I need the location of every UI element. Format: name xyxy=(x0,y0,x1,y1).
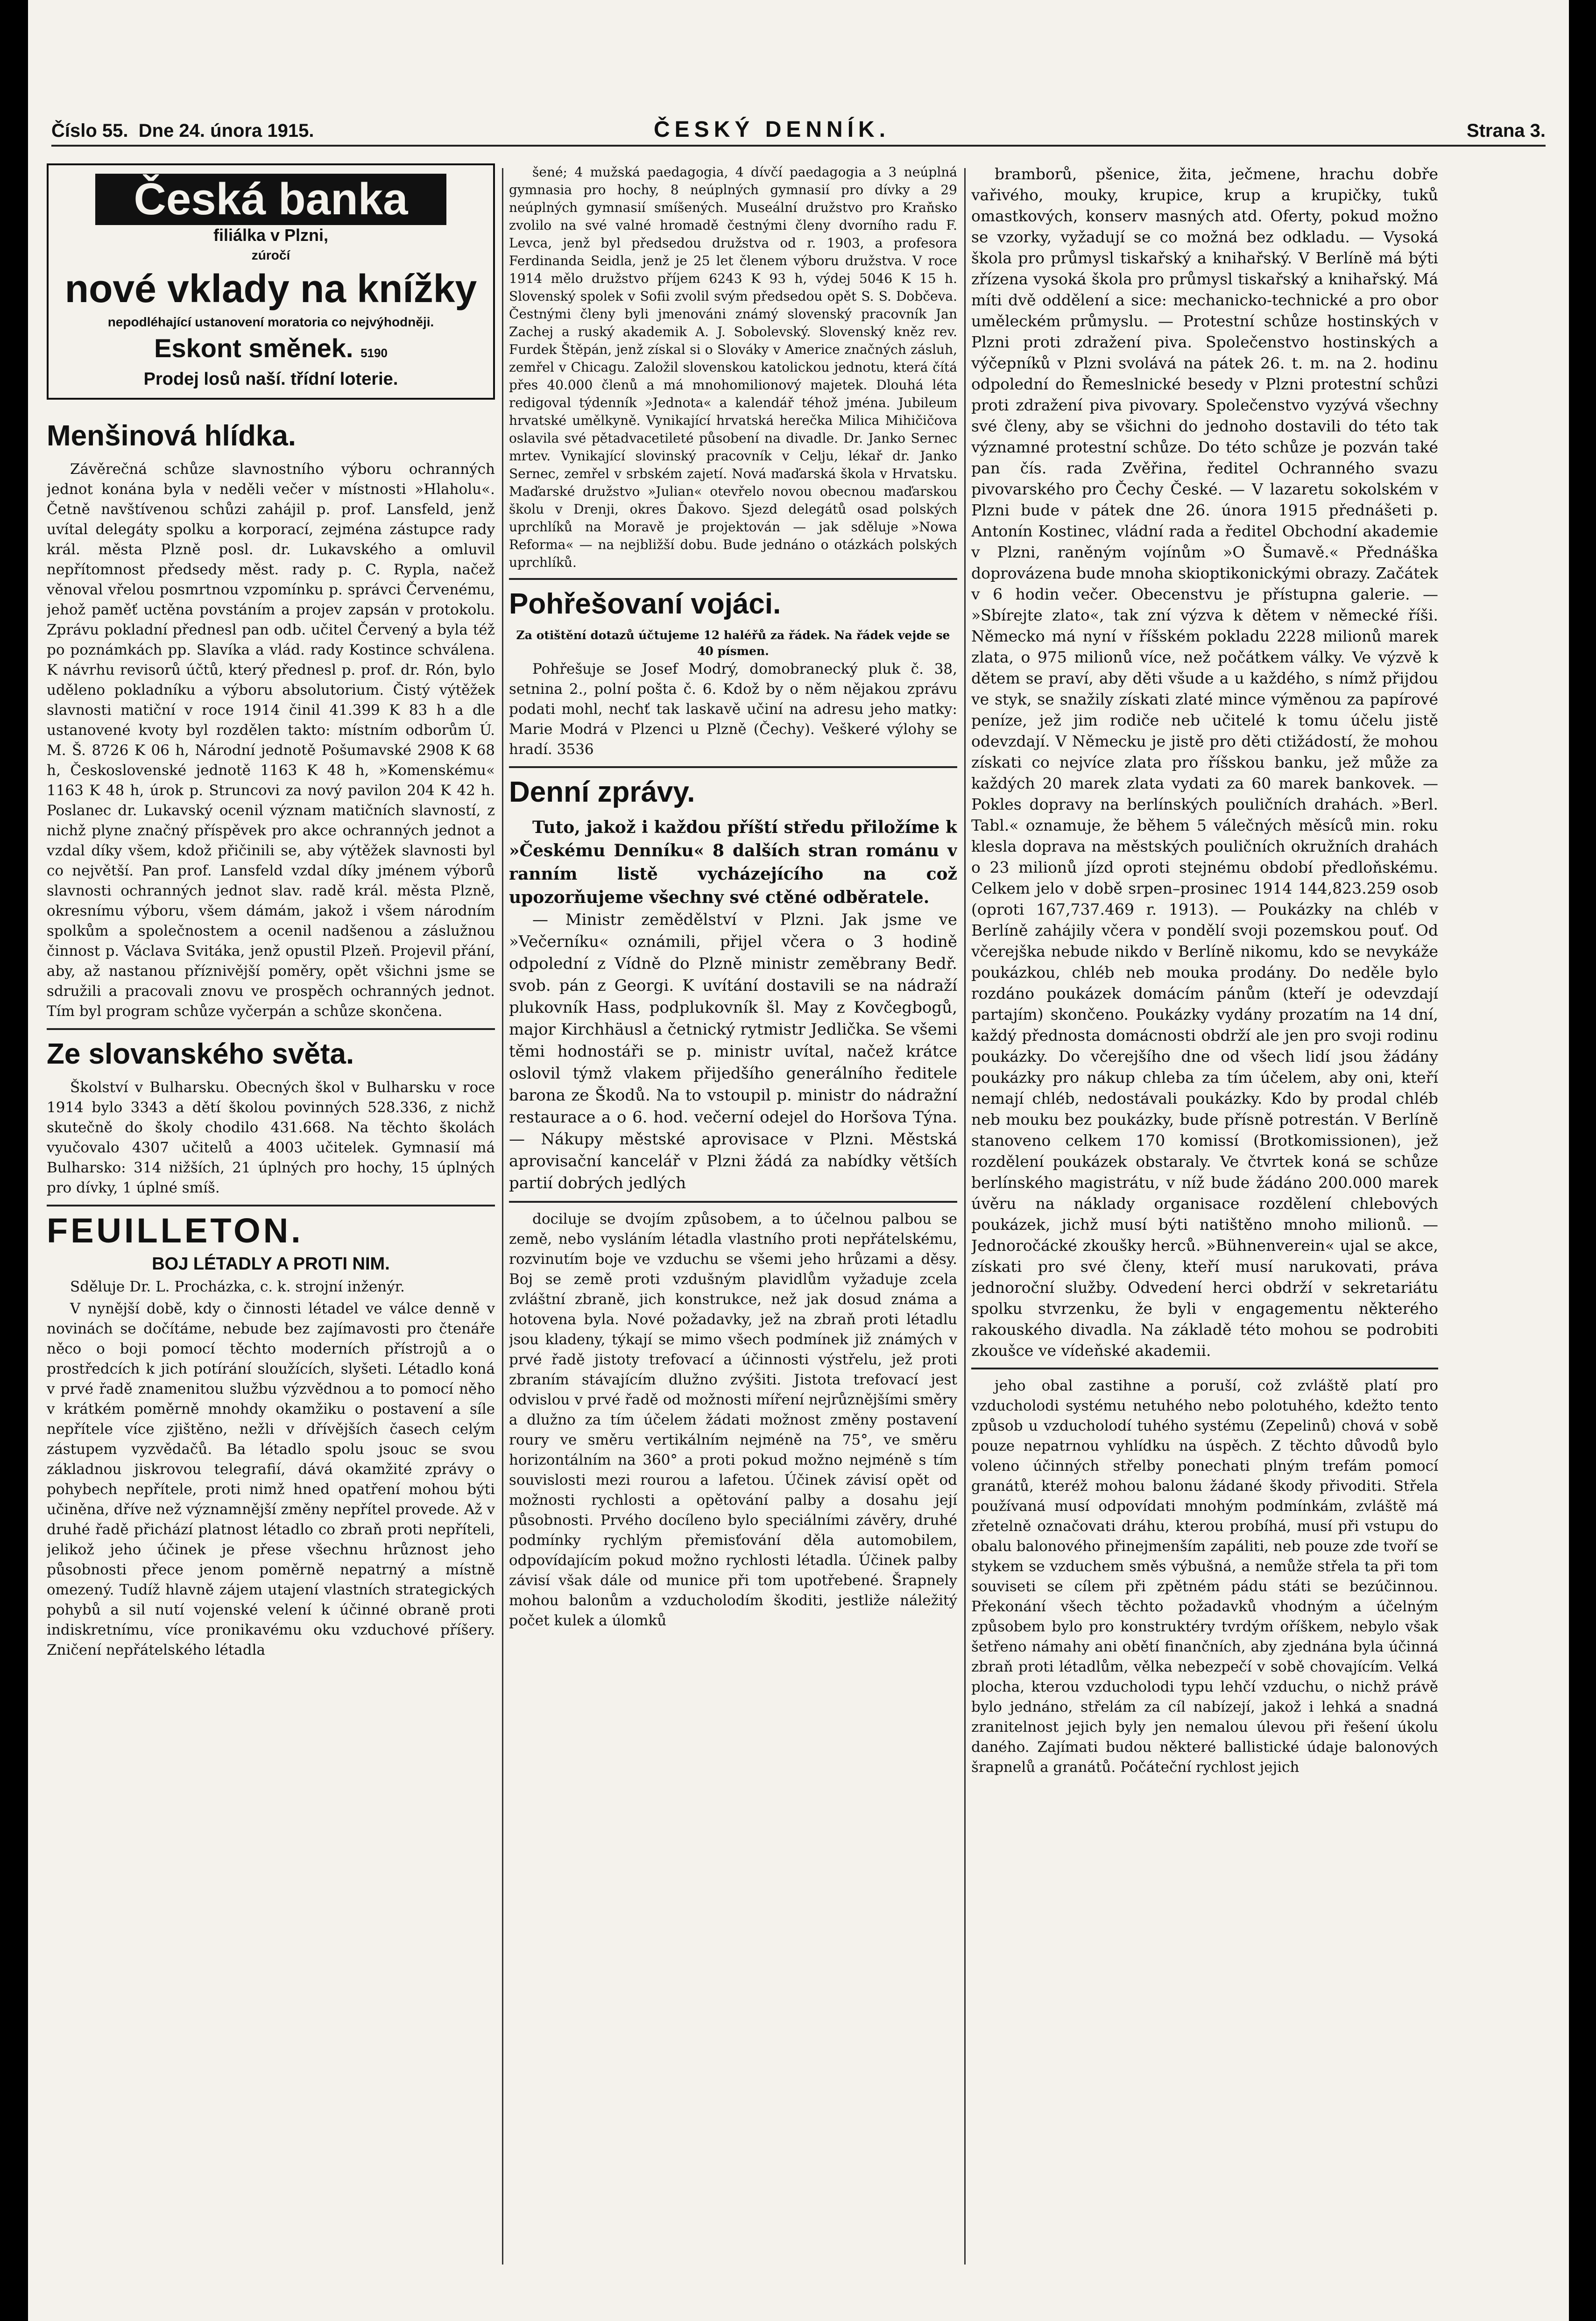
ad-lottery: Prodej losů naší. třídní loterie. xyxy=(143,369,398,389)
page-header xyxy=(51,117,1546,146)
feuilleton-heading: FEUILLETON. xyxy=(47,1211,304,1250)
column-1 xyxy=(47,163,495,2265)
issue-and-date xyxy=(51,120,314,141)
article-text: jeho obal zastihne a poruší, což zvláště platí pro vzducholodi systému netuhého nebo polotuhého, kdežto tento způsob u vzducholodí tuhého systému (Zepelinů) chová v sobě pouze nepatrnou vyhlídku na úspěch. Z těchto důvodů bylo voleno účinných střelby ponechati plným trefám pomocí granátů, kteréž mohou balonu žádané škody přivoditi. Střela používaná musí odpovídati mnohým podmínkám, zvláště má zřetelně označovati dráhu, kterou probíhá, musí při vstupu do obalu balonového přinejmenším zapáliti, neb pouze zde tvoří se stykem se vzduchem směs výbušná, a nemůže střela ta při tom souviseti se cílem při zpětném pádu státi se bezúčinnou. Překonání všech těchto požadavků vhodným a účelným způsobem bylo pro konstruktéry tvrdým oříškem, nebylo však šetřeno námahy ani obětí finančních, aby zjednána byla účinná zbraň proti létadlům, vělka nebezpečí v sobě chovajícím. Velká plocha, kterou vzducholodi typu lehčí vzduchu, o nichž právě bylo jednáno, střelám za cíl nabízejí, jakož i lehká a snadná zranitelnost jejich byly jen nemalou úlevou při řešení úkolu daného. Zajímati budou některé ballistické údaje balonových šrapnelů a granátů. Počáteční rychlost jejich xyxy=(971,1377,1438,1776)
section-rule xyxy=(509,578,957,580)
section-heading: Denní zprávy. xyxy=(509,776,695,808)
masthead-title: ČESKÝ DENNÍK. xyxy=(654,117,890,142)
ad-deposits: nové vklady na knížky xyxy=(64,267,477,310)
column-divider xyxy=(964,168,966,2265)
issue-number: Číslo 55. xyxy=(51,120,128,141)
page-number: Strana 3. xyxy=(1467,120,1546,141)
ad-discount-text: Eskont směnek. xyxy=(154,333,353,363)
section-heading: Ze slovanského světa. xyxy=(47,1038,354,1070)
feuilleton-title: BOJ LÉTADLY A PROTI NIM. xyxy=(152,1254,390,1274)
section-rule xyxy=(47,1205,495,1206)
article-text: Závěrečná schůze slavnostního výboru ochranných jednot konána byla v neděli večer v místnosti »Hlaholu«. Četně navštívenou schůzi zahájil p. prof. Lansfeld, jenž uvítal delegáty spolku a korporací, zejména zástupce rady král. města Plzně posl. dr. Lukavského a omluvil nepřítomnost předsedy měst. rady p. C. Rypla, načež věnoval vřelou posmrtnou vzpomínku p. správci Červenému, jehož paměť uctěna povstáním a projev zapsán v protokolu. Zprávu pokladní přednesl pan odb. učitel Červený a byla též po poznámkách pp. Slavíka a vlád. rady Kostince schválena. K návrhu revisorů účtů, který přednesl p. prof. dr. Rón, bylo uděleno pokladníku a výboru absolutorium. Čistý výtěžek slavnosti matiční v roce 1914 činil 41.399 K 83 h a dle ustanovené kvoty byl rozdělen takto: místním odborům Ú. M. Š. 8726 K 06 h, Národní jednotě Pošumavské 2908 K 68 h, Československé jednotě 1163 K 48 h, »Komenskému« 1163 K 48 h, úrok p. Struncovi za nový pavilon 204 K 42 h. Poslanec dr. Lukavský ocenil význam matičních slavností, z nichž plyne značný příspěvek pro akce ochranných jednot a vzdal díky všem, kdož přičinili se, aby výtěžek slavnosti byl co největší. Pan prof. Lansfeld vzdal díky jménem výborů slavnosti ochranných jednot slav. radě král. města Plzně, okresnímu výboru, všem dámám, jakož i všem národním spolkům a společnostem a ocenil nadšenou a záslužnou činnost p. Václava Svitáka, jenž opustil Plzeň. Projevil přání, aby, až nastanou příznivější poměry, opět všichni jsme se sdružili a pracovali znovu ve prospěch ochranných jednot. Tím byl program schůze vyčerpán a schůze skončena. xyxy=(47,461,495,1020)
feuilleton-byline: Sděluje Dr. L. Procházka, c. k. strojní inženýr. xyxy=(70,1278,405,1295)
article-text: — Ministr zemědělství v Plzni. Jak jsme ve »Večerníku« oznámili, přijel včera o 3 hodině odpolední z Vídně do Plzně ministr zeměbrany Bedř. svob. pán z Georgi. K uvítání dostavili se na nádraží plukovník Hass, podplukovník šl. May z Kovčegbogů, major Kirchhäusl a četnický rytmistr Jedlička. Se všemi těmi hodnostáři se p. ministr uvítal, načež krátce oslovil týmž vlakem přijedšího generálního ředitele barona ze Škodů. Na to vstoupil p. ministr do nádražní restaurace a o 6. hod. večerní odejel do Horšova Týna. — Nákupy městské aprovisace v Plzni. Městská aprovisační kancelář v Plzni žádá za nabídky větších partií dobrých jedlých xyxy=(509,910,957,1192)
bank-advertisement xyxy=(47,163,495,400)
article-text: Školství v Bulharsku. Obecných škol v Bulharsku v roce 1914 bylo 3343 a dětí školou povinných 528.336, z nichž skutečně do školy chodilo 431.668. Na těchto školách vyučovalo 4307 učitelů a 4003 učitelek. Gymnasií má Bulharsko: 314 nižších, 21 úplných pro hochy, 15 úplných pro dívky, 1 úplné smíš. xyxy=(47,1079,495,1196)
issue-date: Dne 24. února 1915. xyxy=(138,120,314,141)
section-rule xyxy=(509,1201,957,1203)
section-rule xyxy=(47,1028,495,1030)
ad-title: Česká banka xyxy=(95,174,446,225)
column-2 xyxy=(509,163,957,2265)
section-rule xyxy=(509,766,957,768)
article-text: bramborů, pšenice, žita, ječmene, hrachu dobře vařivého, mouky, krupice, krup a krupičky, tuků omastkových, konserv masných atd. Oferty, pokud možno se vzorky, vyžadují se co možná bez odkladu. — Vysoká škola pro průmysl tiskařský a knihařský. V Berlíně má býti zřízena vysoká škola pro průmysl tiskařský a knihařský. Má míti dvě oddělení a sice: mechanicko-technické a pro obor uměleckém průmyslu. — Protestní schůze hostinských v Plzni proti zdražení piva. Společenstvo hostinských a výčepníků v Plzni svolává na pátek 26. t. m. na 2. hodinu odpolední do Řemeslnické besedy v Plzni protestní schůzi proti zdražení piva pivovary. Společenstvo vyzývá všechny své členy, aby se všichni do jednoho dostavili do této tak významné protestní schůze. Do této schůze je pozván také pan čís. rada Zvěřina, ředitel Ochranného svazu pivovarského pro Čechy České. — V lazaretu sokolském v Plzni bude v pátek dne 26. února 1915 přednášeti p. Antonín Kostinec, vládní rada a ředitel Obchodní akademie v Plzni, raněným vojínům »O Šumavě.« Přednáška doprovázena bude mnoha skioptikonickými obrazy. Začátek v 6 hodin večer. Obecenstvu je přístupna galerie. — »Sbírejte zlato«, tak zní výzva k dětem v německé říši. Německo má nyní v říšském pokladu 2228 milionů marek zlata, o 975 milionů více, než počátkem války. Ve výzvě k dětem se praví, aby děti všude a u každého, s nímž přijdou ve styk, se snažily získati zlaté mince výměnou za papírové peníze, jež jim rodiče neb učitelé k tomu účelu jistě odevzdají. V Německu je jistě pro děti ctižádostí, že mohou získati co nejvíce zlata pro říšskou banku, jež může za každých 20 marek zlata vydati za 60 marek bankovek. — Pokles dopravy na berlínských pouličních drahách. »Berl. Tabl.« oznamuje, že během 5 válečných měsíců min. roku klesla doprava na městských pouličních okružních drahách o 23 milionů jízd oproti stejnému období předloňskému. Celkem jelo v době srpen–prosinec 1914 144,823.259 osob (oproti 167,737.469 r. 1913). — Poukázky na chléb v Berlíně zahájily včera v pondělí svoji pozemskou pouť. Od včerejška nebude nikdo v Berlíně nikomu, kdo se nevykáže poukázkou, chléb neb mouka prodány. Do neděle bylo rozdáno poukázek domácím pánům (kteří je odevzdají partajím) skončeno. Poukázky vydány prozatím na 14 dní, každý přednosta domácnosti obdrží ale jen pro svoji rodinu poukázky. Do včerejšího dne od všech lidí jsou žádány poukázky pro nákup chleba za tím účelem, aby oni, kteří nemají chléb, nedostávali poukázky. Kdo by prodal chléb neb mouku bez poukázky, bude přísně potrestán. V Berlíně stanoveno celkem 170 komissí (Brotkomissionen), jež rozdělení poukázek obstaraly. Ve čtvrtek koná se schůze berlínského magistrátu, v níž bude žádáno 200.000 marek úvěru na náklady organisace rozdělení chlebových poukázek, jichž musí býti natištěno mnoho milionů. — Jednoročácké zkoušky herců. »Bühnenverein« ujal se akce, získati pro své členy, kteří musí narukovati, práva jednoroční služby. Odvedení herci obdrží v sekretariátu spolku stvrzenku, že byli v engagementu některého rakouského divadla. Na základě této mohou se podrobiti zkoušce ve vídeňské akademii. xyxy=(971,165,1438,1360)
article-text: V nynější době, kdy o činnosti létadel ve válce denně v novinách se dočítáme, nebude bez zajímavosti pro čtenáře něco o boji pomocí těchto moderních přístrojů a o prostředcích k jich potírání sloužících, slyšeti. Létadlo koná v prvé řadě znamenitou službu výzvědnou a to pomocí něho v krátkém poměrně mnohdy okamžiku o postavení a síle nepřítele více zjištěno, nežli v dřívějších časech celým zástupem vyzvědačů. Ba létadlo spolu jsouc se svou základnou jiskrovou telegrafií, dává okamžité zprávy o pohybech nepřítele, proti nimž hned opatření mohou býti učiněna, dříve než významnější změny nepřítel provede. Až v druhé řadě přichází platnost létadlo co zbraň proti nepříteli, jelikož jeho účinek je přese všechnu hrůznost jeho působnosti přece jenom poměrně nepatrný a místně omezený. Tudíž hlavně zájem utajení vlastních strategických pohybů a sil nutí vojenské velení k účinné obraně proti indiskretnímu, více pronikavému oku vzduchové příšery. Zničení nepřátelského létadla xyxy=(47,1300,495,1658)
section-heading: Menšinová hlídka. xyxy=(47,420,297,452)
notice-rates: Za otištění dotazů účtujeme 12 haléřů za řádek. Na řádek vejde se 40 písmen. xyxy=(516,628,950,658)
article-text: dociluje se dvojím způsobem, a to účelnou palbou se země, nebo vysláním létadla vlastního proti nepřátelskému, rozvinutím boje ve vzduchu se všemi jeho hrůzami a děsy. Boj se země proti vzdušným plavidlům vyžaduje zcela zvláštní zbraně, jich konstrukce, než jak dosud známa a hotovena byla. Nové požadavky, jež na zbraň proti létadlu jsou kladeny, týkají se mimo všech podmínek již známých v prvé řadě jistoty trefovací a účinnosti výstřelu, jež proti zbraním stávajícím dlužno zvýšiti. Jistota trefovací jest odvislou v prvé řadě od možnosti míření nejrůznějšími směry a dlužno za tím účelem žádati možnost změny postavení roury ve směru vertikálním nejméně na 75°, ve směru horizontálním na 360° a proti pokud možno nejméně s tím souvislosti mezi rourou a lafetou. Účinek závisí opět od možnosti rychlosti a opětování palby a dosahu její působnosti. Prvého docíleno bylo speciálními závěry, druhé podmínky rychlým přemisťování děla automobilem, odpovídajícím pokud možno rychlosti létadla. Účinek palby závisí však dále od munice při tom upotřebené. Šrapnely mohou balonům a vzducholodím škoditi, jestliže náležitý počet kulek a úlomků xyxy=(509,1211,957,1629)
section-rule xyxy=(971,1368,1438,1369)
column-3 xyxy=(971,163,1438,2265)
ad-discount xyxy=(58,332,484,369)
ad-moratorium: nepodléhající ustanovení moratoria co nejvýhodněji. xyxy=(107,315,434,329)
header-rule xyxy=(51,145,1546,147)
newspaper-page xyxy=(28,0,1569,2321)
article-text: Pohřešuje se Josef Modrý, domobranecký pluk č. 38, setnina 2., polní pošta č. 6. Kdož by o něm nějakou zprávu podati mohl, nechť tak laskavě učiní na adresu jeho matky: Marie Modrá v Plzenci u Plzně (Čechy). Veškeré výlohy se hradí. 3536 xyxy=(509,661,957,758)
ad-code: 5190 xyxy=(360,346,388,360)
ad-branch: filiálka v Plzni, xyxy=(213,226,329,245)
section-heading: Pohřešovaní vojáci. xyxy=(509,588,781,620)
article-text: šené; 4 mužská paedagogia, 4 dívčí paedagogia a 3 neúplná gymnasia pro hochy, 8 neúplných gymnasií pro dívky a 29 neúplných gymnasií smíšených. Museální družstvo pro Kraňsko zvolilo na své valné hromadě čestnými členy dvorního radu F. Levca, jenž byl předsedou družstva od r. 1903, a profesora Ferdinanda Seidla, jenž je 25 let členem výboru družstva. V roce 1914 mělo družstvo příjem 6243 K 93 h, výdej 5046 K 15 h. Slovenský spolek v Sofii zvolil svým předsedou opět S. S. Dobčeva. Čestnými členy byli jmenováni známý slovenský pracovník Jan Zachej a ruský akademik A. J. Sobolevský. Slovenský kněz rev. Furdek Štěpán, jenž získal si o Slováky v Americe značných zásluh, zemřel v Chicagu. Založil slovenskou katolickou jednotu, která čítá přes 40.000 členů a má mnohomilionový majetek. Dlouhá léta redigoval týdenník »Jednota« a kalendář téhož jména. Jubileum hrvatské umělkyně. Vynikající hrvatská herečka Milica Mihičičova oslavila své pětadvacetileté působení na divadle. Dr. Janko Sernec mrtev. Vynikající slovinský pracovník v Celju, lékař dr. Janko Sernec, zemřel v srbském zajetí. Nová maďarská škola v Hrvatsku. Maďarské družstvo »Julian« otevřelo novou obecnou maďarskou školu v Drenji, okres Ďakovo. Sjezd delegátů osad polských uprchlíků na Moravě je projektován — jak sděluje »Nowa Reforma« — na nejbližší dobu. Bude jednáno o otázkách polských uprchlíků. xyxy=(509,164,957,570)
column-divider xyxy=(502,168,503,2265)
announcement: Tuto, jakož i každou příští středu přiložíme k »Českému Denníku« 8 dalších stran románu v ranním listě vycházejícího na což upozorňujeme všechny své ctěné odběratele. xyxy=(509,818,957,907)
ad-verb: zúročí xyxy=(251,248,290,262)
